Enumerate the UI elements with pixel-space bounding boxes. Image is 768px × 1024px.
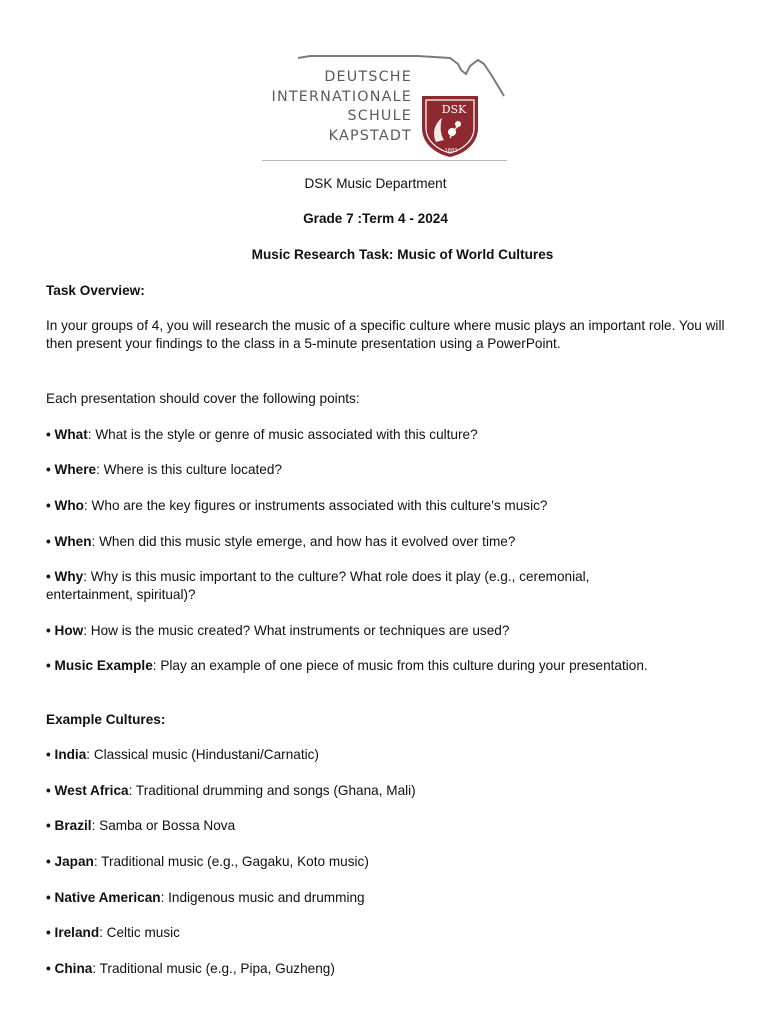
item-text: : Why is this music important to the culture? What role does it play (e.g., ceremonial, entertainment, spiritual)? <box>46 569 590 602</box>
list-item <box>46 533 726 551</box>
bullet: • <box>46 747 51 762</box>
item-term: Music Example <box>54 658 153 673</box>
logo-wordmark <box>272 68 412 146</box>
item-term: When <box>54 534 92 549</box>
school-logo <box>262 44 507 160</box>
list-item <box>46 817 726 835</box>
bullet: • <box>46 783 51 798</box>
bullet: • <box>46 462 51 477</box>
item-text: : Where is this culture located? <box>96 462 282 477</box>
item-term: West Africa <box>54 783 129 798</box>
crest-year: 1883 <box>444 148 458 154</box>
logo-line: INTERNATIONALE <box>271 88 412 105</box>
logo-divider <box>262 160 507 161</box>
item-text: : When did this music style emerge, and how has it evolved over time? <box>91 534 516 549</box>
list-item <box>46 497 726 515</box>
list-item <box>46 746 726 764</box>
item-text: : Celtic music <box>99 925 180 940</box>
bullet: • <box>46 427 51 442</box>
bullet: • <box>46 818 51 833</box>
item-text: : What is the style or genre of music associated with this culture? <box>87 427 478 442</box>
cultures-heading: Example Cultures: <box>46 712 166 727</box>
grade-term: Grade 7 :Term 4 - 2024 <box>303 211 448 226</box>
list-item <box>46 657 746 675</box>
item-text: : Traditional music (e.g., Pipa, Guzheng) <box>92 961 335 976</box>
list-item <box>46 924 726 942</box>
item-text: : Samba or Bossa Nova <box>91 818 236 833</box>
item-term: China <box>54 961 93 976</box>
crest-text: DSK <box>441 103 467 116</box>
logo-line: SCHULE <box>347 108 412 124</box>
list-item <box>46 568 666 604</box>
bullet: • <box>46 623 51 638</box>
item-term: Why <box>54 569 84 584</box>
item-text: : Traditional drumming and songs (Ghana, Mali) <box>128 783 416 798</box>
item-text: : Who are the key figures or instruments associated with this culture's music? <box>84 498 548 513</box>
item-term: How <box>54 623 84 638</box>
bullet: • <box>46 534 51 549</box>
list-item <box>46 853 726 871</box>
item-text: : Traditional music (e.g., Gagaku, Koto music) <box>93 854 369 869</box>
logo-line: DEUTSCHE <box>324 69 412 85</box>
item-term: India <box>54 747 87 762</box>
item-term: Japan <box>54 854 94 869</box>
bullet: • <box>46 925 51 940</box>
list-item <box>46 960 726 978</box>
bullet: • <box>46 658 51 673</box>
item-term: Who <box>54 498 84 513</box>
points-intro: Each presentation should cover the following points: <box>46 391 360 406</box>
bullet: • <box>46 890 51 905</box>
bullet: • <box>46 854 51 869</box>
bullet: • <box>46 961 51 976</box>
task-title: Music Research Task: Music of World Cultures <box>251 247 554 262</box>
list-item <box>46 889 726 907</box>
department-name: DSK Music Department <box>304 176 447 191</box>
item-text: : Classical music (Hindustani/Carnatic) <box>86 747 319 762</box>
bullet: • <box>46 498 51 513</box>
list-item <box>46 782 726 800</box>
overview-heading: Task Overview: <box>46 283 145 298</box>
list-item <box>46 461 726 479</box>
logo-line: KAPSTADT <box>328 127 412 144</box>
item-term: Ireland <box>54 925 100 940</box>
item-term: Brazil <box>54 818 92 833</box>
item-term: What <box>54 427 88 442</box>
list-item <box>46 622 726 640</box>
item-text: : Indigenous music and drumming <box>160 890 365 905</box>
item-term: Native American <box>54 890 161 905</box>
item-term: Where <box>54 462 97 477</box>
overview-paragraph: In your groups of 4, you will research the music of a specific culture where music plays an important role. You will then present your findings to the class in a 5-minute presentation using a PowerPoint. <box>46 318 725 351</box>
bullet: • <box>46 569 51 584</box>
list-item <box>46 426 726 444</box>
item-text: : Play an example of one piece of music from this culture during your presentation. <box>152 658 648 673</box>
item-text: : How is the music created? What instruments or techniques are used? <box>83 623 510 638</box>
crest-icon <box>418 94 482 158</box>
